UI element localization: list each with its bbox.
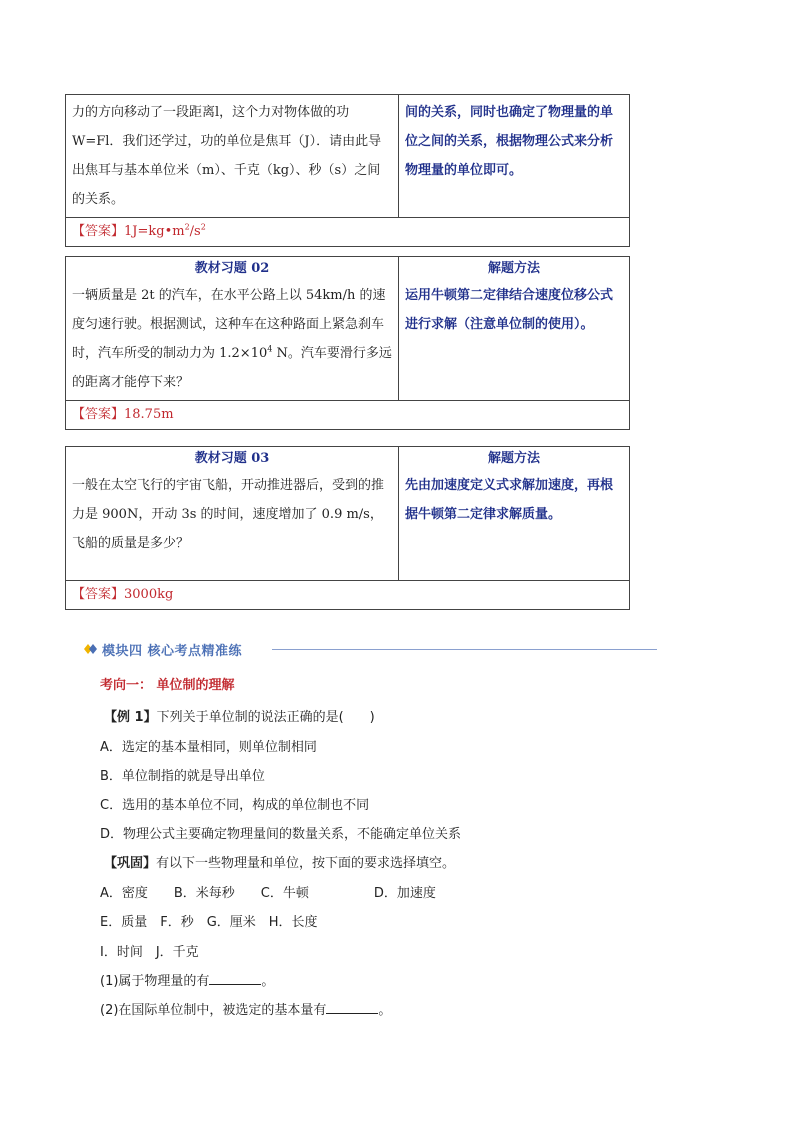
fill-question-1-text: (1)属于物理量的有 [100, 974, 210, 989]
question-cell: 一般在太空飞行的宇宙飞船，开动推进器后，受到的推力是 900N，开动 3s 的时间，速度增加了 0.9 m/s，飞船的质量是多少？ [66, 468, 399, 581]
answer-blank-1[interactable] [209, 972, 261, 985]
answer-superscript: 2 [184, 222, 190, 232]
answer-text-mid: /s [189, 224, 201, 239]
section-title: 模块四 核心考点精准练 [102, 644, 243, 659]
fill-question-2-text: (2)在国际单位制中，被选定的基本量有 [100, 1003, 327, 1018]
fill-question-1-end: 。 [261, 974, 275, 989]
section-rule [272, 649, 657, 650]
table-header-exercise: 教材习题 02 [66, 257, 399, 279]
consolidate-question: 有以下一些物理量和单位，按下面的要求选择填空。 [156, 856, 456, 871]
items-line-3: I．时间 J．千克 [100, 945, 199, 960]
question-superscript: 4 [267, 344, 273, 354]
answer-cell: 【答案】3000kg [66, 581, 630, 610]
table-header-exercise: 教材习题 03 [66, 447, 399, 469]
fill-question-2 [100, 999, 391, 1018]
question-cell [66, 278, 399, 401]
items-line-1: A．密度 B．米每秒 C．牛顿 D．加速度 [100, 886, 436, 901]
consolidate-tag: 【巩固】 [104, 856, 157, 871]
answer-text: 【答案】1J=kg•m [72, 224, 185, 239]
example-tag: 【例 1】 [104, 710, 157, 725]
exercise-table-2 [65, 256, 630, 430]
fill-question-2-end: 。 [378, 1003, 392, 1018]
table-header-method: 解题方法 [399, 447, 630, 469]
answer-superscript-2: 2 [200, 222, 206, 232]
option-a: A．选定的基本量相同，则单位制相同 [100, 740, 317, 755]
fill-question-1 [100, 970, 274, 989]
example-question: 下列关于单位制的说法正确的是( ) [156, 710, 375, 725]
table-header-method: 解题方法 [399, 257, 630, 279]
items-line-2: E．质量 F．秒 G．厘米 H．长度 [100, 915, 318, 930]
question-cell: 力的方向移动了一段距离l，这个力对物体做的功W=Fl．我们还学过，功的单位是焦耳（J）．请由此导出焦耳与基本单位米（m）、千克（kg）、秒（s）之间的关系。 [66, 95, 399, 218]
double-diamond-icon [80, 641, 98, 657]
consolidate-stem [104, 852, 455, 871]
option-c: C．选用的基本单位不同，构成的单位制也不同 [100, 798, 370, 813]
method-cell: 运用牛顿第二定律结合速度位移公式进行求解（注意单位制的使用）。 [399, 278, 630, 401]
method-cell: 先由加速度定义式求解加速度，再根据牛顿第二定律求解质量。 [399, 468, 630, 581]
exercise-table-3 [65, 446, 630, 610]
method-cell: 间的关系，同时也确定了物理量的单位之间的关系，根据物理公式来分析物理量的单位即可。 [399, 95, 630, 218]
example-stem [104, 706, 375, 725]
answer-cell [66, 218, 630, 247]
question-text-suffix: N。汽车要滑行多远的距离才能停下来？ [72, 346, 392, 390]
topic-heading: 考向一： 单位制的理解 [100, 678, 235, 693]
question-text: 一辆质量是 2t 的汽车，在水平公路上以 54km/h 的速度匀速行驶。根据测试，这种车在这种路面上紧急刹车时，汽车所受的制动力为 1.2×10 [72, 288, 386, 361]
answer-blank-2[interactable] [326, 1001, 378, 1014]
option-b: B．单位制指的就是导出单位 [100, 769, 265, 784]
answer-cell: 【答案】18.75m [66, 401, 630, 430]
option-d: D．物理公式主要确定物理量间的数量关系，不能确定单位关系 [100, 827, 462, 842]
exercise-table-1 [65, 94, 630, 247]
section-heading [80, 638, 580, 660]
